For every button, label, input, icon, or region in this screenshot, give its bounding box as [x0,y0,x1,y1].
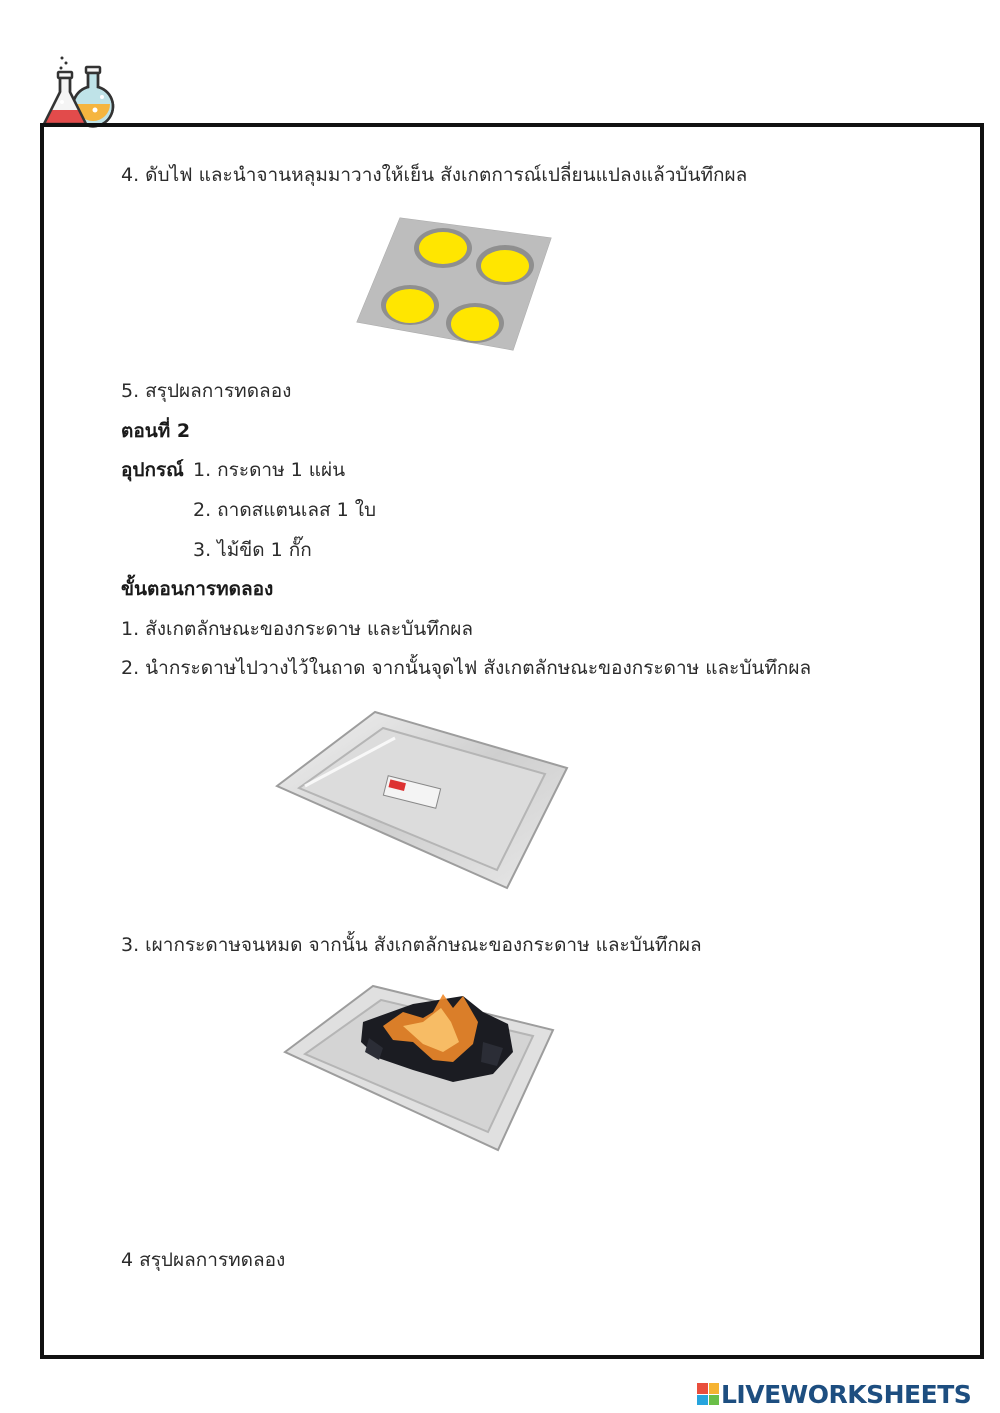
stainless-tray-icon [275,708,570,893]
step-5-text: 5. สรุปผลการทดลอง [121,380,292,402]
procedure-step-2: 2. นำกระดาษไปวางไว้ในถาด จากนั้นจุดไฟ สังเกตลักษณะของกระดาษ และบันทึกผล [121,657,812,679]
burning-paper-tray-icon [283,982,555,1152]
step-4-text: 4. ดับไฟ และนำจานหลุมมาวางให้เย็น สังเกตการณ์เปลี่ยนแปลงแล้วบันทึกผล [121,164,748,186]
part2-heading: ตอนที่ 2 [121,420,191,442]
liveworksheets-logo [697,1380,971,1408]
spot-plate-yellow-icon [355,212,555,352]
material-item: 2. ถาดสแตนเลส 1 ใบ [193,499,377,521]
materials-label: อุปกรณ์ [121,459,184,481]
procedure-step-3: 3. เผากระดาษจนหมด จากนั้น สังเกตลักษณะของกระดาษ และบันทึกผล [121,934,702,956]
material-item: 1. กระดาษ 1 แผ่น [193,459,346,481]
material-item: 3. ไม้ขีด 1 กั๊ก [193,539,312,561]
procedure-step-4: 4 สรุปผลการทดลอง [121,1249,286,1271]
liveworksheets-badge-icon [697,1383,719,1405]
procedure-heading: ขั้นตอนการทดลอง [121,578,274,600]
procedure-step-1: 1. สังเกตลักษณะของกระดาษ และบันทึกผล [121,618,473,640]
lab-flasks-icon [40,52,120,132]
footer-brand: LIVEWORKSHEETS [721,1379,972,1409]
